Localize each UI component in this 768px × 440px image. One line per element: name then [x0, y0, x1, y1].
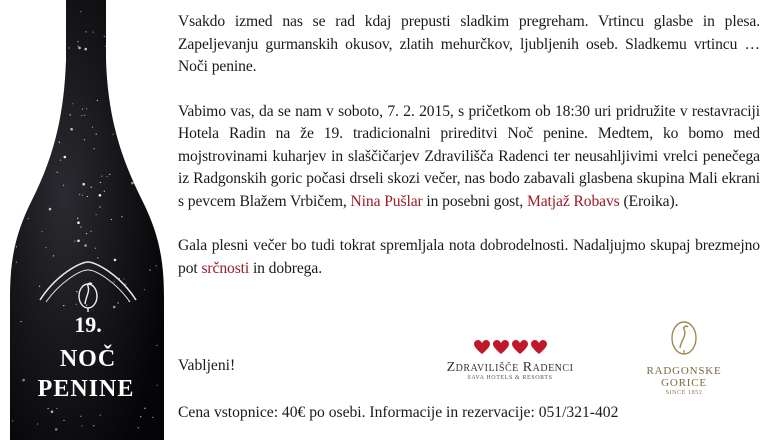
radenci-subtitle: SAVA HOTELS & RESORTS [467, 375, 553, 381]
star-dot [77, 221, 80, 224]
radgonske-gorice-logo [622, 318, 746, 396]
star-dot [144, 408, 145, 409]
star-dot [78, 46, 79, 47]
star-dot [45, 247, 46, 248]
star-dot [91, 187, 92, 188]
star-dot [81, 425, 82, 426]
star-dot [37, 423, 38, 424]
performer-matjaz-robavs: Matjaž Robavs [526, 192, 620, 210]
star-dot [77, 41, 78, 42]
star-dot [80, 226, 81, 227]
star-dot [84, 115, 85, 116]
star-dot [96, 214, 97, 215]
star-dot [100, 206, 101, 207]
star-dot [48, 408, 49, 409]
zdravilisce-radenci-logo [420, 340, 600, 390]
bottle-shape [10, 0, 164, 440]
star-dot [55, 428, 58, 431]
star-dot [63, 420, 64, 421]
star-dot [84, 244, 87, 247]
star-dot [156, 345, 157, 346]
star-dot [121, 216, 122, 217]
star-dot [77, 218, 78, 219]
star-dot [74, 241, 75, 242]
star-dot [105, 46, 106, 47]
star-dot [113, 306, 116, 309]
star-dot [114, 281, 115, 282]
closing-greeting: Vabljeni! [178, 357, 236, 374]
star-dot [104, 36, 105, 37]
star-dot [59, 142, 60, 143]
star-dot [51, 410, 54, 413]
invitation-text [178, 11, 760, 302]
star-dot [125, 284, 126, 285]
star-dot [78, 47, 81, 50]
star-dot [113, 134, 114, 135]
star-dot [95, 248, 96, 249]
star-dot [93, 31, 94, 32]
radenci-name: Zdravilišče Radenci [446, 360, 574, 375]
star-dot [156, 265, 157, 266]
radgonske-name: RADGONSKE GORICE [646, 365, 722, 389]
bottle-illustration [0, 0, 170, 440]
crane-emblem-icon [664, 318, 704, 358]
radgonske-since: SINCE 1852 [665, 390, 703, 396]
star-dot [39, 286, 40, 287]
star-dot [97, 257, 98, 258]
star-dot [131, 182, 134, 185]
star-dot [70, 114, 71, 115]
invitation-text-part1: Vabimo vas, da se nam v soboto, 7. 2. 2015, s pričetkom ob 18:30 uri pridružite v restavraciji Hotela Radin na že 19. tradicionalni prireditvi Noč penine. Medtem, ko bomo med mojstrovinami kuharjev in slaščičarjev Zdravilišča Radenci ter neusahljivimi vrelci penečega iz Radgonskih goric počasi drseli skozi večer, nas bodo zabavali glasbena skupina Mali ekrani s pevcem Blažem Vrbičem, [178, 102, 760, 210]
charity-paragraph [178, 235, 760, 280]
performer-nina-puslar: Nina Pušlar [350, 192, 423, 210]
star-dot [16, 262, 17, 263]
srcnosti-highlight: srčnosti [201, 259, 250, 277]
star-dot [106, 176, 107, 177]
star-dot [92, 127, 93, 128]
star-dot [86, 305, 87, 306]
star-dot [63, 305, 64, 306]
star-dot [70, 128, 73, 131]
star-dot [86, 233, 87, 234]
star-dot [21, 321, 22, 322]
ticket-price-info: Cena vstopnice: 40€ po osebi. Informacije in rezervacije: 051/321-402 [178, 404, 619, 421]
star-dot [79, 194, 80, 195]
star-dot [93, 425, 94, 426]
star-dot [118, 302, 119, 303]
star-dot [86, 31, 87, 32]
star-dot [72, 103, 73, 104]
star-dot [149, 270, 150, 271]
star-dot [53, 255, 54, 256]
star-dot [144, 289, 145, 290]
star-dot [76, 304, 77, 305]
star-dot [104, 191, 105, 192]
star-dot [82, 195, 83, 196]
star-dot [56, 408, 57, 409]
star-dot [84, 48, 87, 51]
star-dot [124, 278, 125, 279]
star-dot [97, 100, 98, 101]
star-dot [22, 379, 25, 382]
bottle-number: 19. [74, 312, 102, 337]
star-dot [82, 109, 83, 110]
star-dot [100, 182, 101, 183]
invitation-text-part2: in posebni gost, [422, 192, 527, 210]
star-dot [41, 231, 42, 232]
star-dot [68, 47, 69, 48]
star-dot [94, 148, 95, 149]
star-dot [60, 160, 61, 161]
star-dot [28, 218, 29, 219]
star-dot [138, 427, 139, 428]
star-dot [80, 11, 81, 12]
star-dot [111, 219, 112, 220]
charity-text-part1: Gala plesni večer bo tudi tokrat spremljala nota dobrodelnosti. Nadaljujmo skupaj brezmejno pot [178, 237, 760, 277]
invitation-text-part3: (Eroika). [619, 192, 679, 210]
star-dot [82, 183, 85, 186]
star-dot [64, 156, 67, 159]
star-dot [80, 416, 81, 417]
invitation-paragraph [178, 101, 760, 214]
star-dot [101, 176, 102, 177]
star-dot [157, 385, 158, 386]
bottle-svg [0, 0, 170, 440]
star-dot [87, 196, 88, 197]
intro-paragraph: Vsakdo izmed nas se rad kdaj prepusti sladkim pregreham. Vrtincu glasbe in plesa. Zapeljevanju gurmanskih okusov, zlatih mehurčkov, ljubljenih oseb. Sladkemu vrtincu … Noči penine. [178, 13, 760, 75]
bottle-title-line2: PENINE [37, 376, 135, 402]
star-dot [84, 139, 85, 140]
star-dot [76, 291, 77, 292]
star-dot [91, 231, 92, 232]
star-dot [57, 172, 58, 173]
star-dot [49, 208, 52, 211]
star-dot [99, 194, 102, 197]
star-dot [81, 115, 82, 116]
star-dot [140, 416, 141, 417]
star-dot [114, 259, 117, 262]
star-dot [96, 134, 97, 135]
hearts-icon [420, 340, 600, 356]
star-dot [86, 108, 87, 109]
star-dot [109, 174, 110, 175]
star-dot [16, 246, 17, 247]
charity-text-part2: in dobrega. [249, 259, 323, 277]
star-dot [12, 420, 13, 421]
star-dot [63, 185, 64, 186]
bottle-title-line1: NOČ [59, 346, 117, 372]
star-dot [100, 415, 101, 416]
star-dot [77, 240, 80, 243]
star-dot [152, 417, 153, 418]
